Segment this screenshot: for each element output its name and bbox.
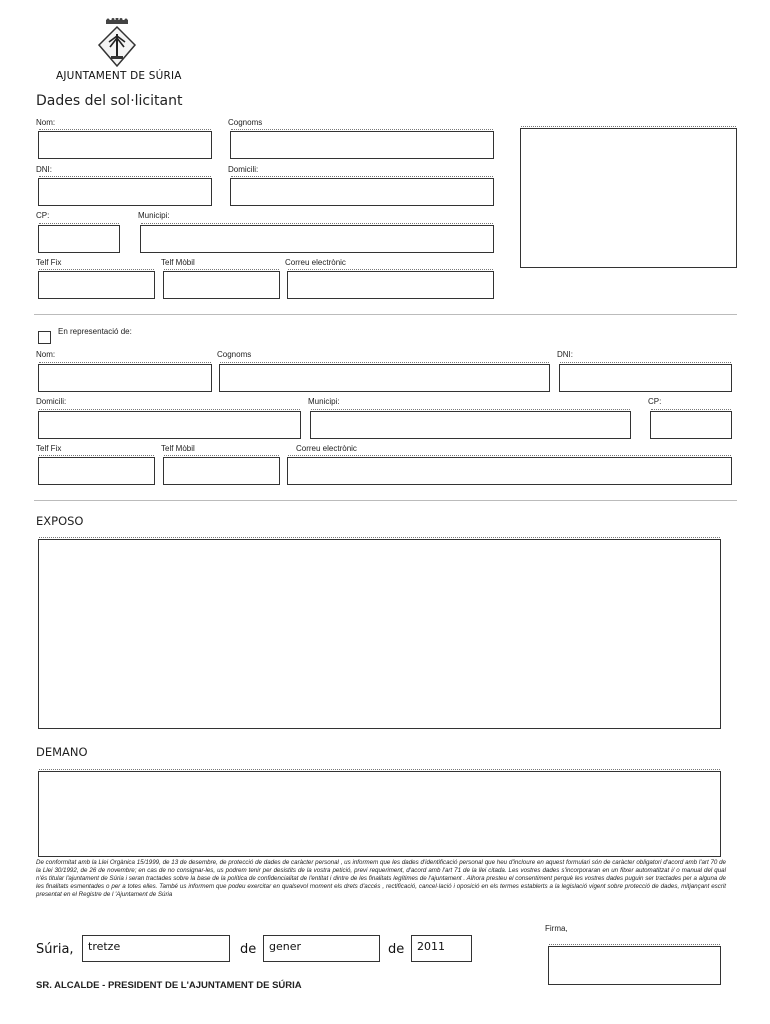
rep-dni-label: DNI: — [557, 350, 573, 359]
rep-cognoms-label: Cognoms — [217, 350, 252, 359]
org-name: AJUNTAMENT DE SÚRIA — [56, 70, 182, 82]
municipi-field[interactable] — [140, 225, 494, 253]
rep-nom-field[interactable] — [38, 364, 212, 392]
rep-correu-label: Correu electrònic — [296, 444, 357, 453]
demano-title: DEMANO — [36, 745, 88, 759]
municipi-label: Municipi: — [138, 211, 170, 220]
divider — [34, 500, 737, 501]
domicili-field[interactable] — [230, 178, 494, 206]
rep-domicili-label: Domicili: — [36, 397, 67, 406]
section-title: Dades del sol·licitant — [36, 93, 183, 109]
cognoms-label: Cognoms — [228, 118, 263, 127]
domicili-label: Domicili: — [228, 165, 259, 174]
photo-box — [520, 128, 737, 268]
divider — [34, 314, 737, 315]
exposo-title: EXPOSO — [36, 514, 84, 528]
date-de-2: de — [388, 942, 405, 957]
nom-label: Nom: — [36, 118, 56, 127]
day-field[interactable]: tretze — [82, 935, 230, 962]
addressee: SR. ALCALDE - PRESIDENT DE L'AJUNTAMENT DE SÚRIA — [36, 980, 302, 991]
telf-fix-label: Telf Fix — [36, 258, 62, 267]
firma-label: Firma, — [545, 924, 568, 933]
correu-label: Correu electrònic — [285, 258, 346, 267]
rep-nom-label: Nom: — [36, 350, 56, 359]
rep-cp-label: CP: — [648, 397, 662, 406]
legal-notice: De conformitat amb la Llei Orgànica 15/1999, de 13 de desembre, de protecció de dades de caràcter personal , us informem que les dades d'identificació personal que heu d'incloure en aquest formulari són de caràcter obligatori d'acord amb l'art 70 de la Llei 30/1992, de 26 de novembre; en cas de no consignar-les, us podrem tenir per desistits de la vostra petició, previ requeriment, d'acord amb l'art 71 de la llei citada. Les vostres dades s'incorporaran en un fitxer automatitzat i/ o manual del qual n'és titular l'ajuntament de Súria i seran tractades sobre la base de la política de confidencialitat de l'entitat i dintre de les finalitats legítimes de l'ajuntament . Alhora presteu el consentiment perquè les vostres dades puguin ser tractades per a alguna de les finalitats esmentades o per a totes elles. També us informem que podeu exercitar en qualsevol moment els drets d'accés , rectificació, cancel·lació i oposició en els termes establerts a la legislació vigent sobre protecció de dades, mitjançant escrit presentat en el Registre de l 'Ajuntament de Súria — [36, 859, 726, 899]
rep-correu-field[interactable] — [287, 457, 732, 485]
telf-fix-field[interactable] — [38, 271, 155, 299]
exposo-textarea[interactable] — [38, 539, 721, 729]
rep-telf-fix-label: Telf Fix — [36, 444, 62, 453]
rep-cognoms-field[interactable] — [219, 364, 550, 392]
cognoms-field[interactable] — [230, 131, 494, 159]
correu-field[interactable] — [287, 271, 494, 299]
rep-municipi-label: Municipi: — [308, 397, 340, 406]
month-field[interactable]: gener — [263, 935, 380, 962]
rep-municipi-field[interactable] — [310, 411, 631, 439]
dni-label: DNI: — [36, 165, 52, 174]
date-de-1: de — [240, 942, 257, 957]
rep-telf-mobil-label: Telf Mòbil — [161, 444, 195, 453]
telf-mobil-field[interactable] — [163, 271, 280, 299]
representation-label: En representació de: — [58, 327, 132, 336]
rep-cp-field[interactable] — [650, 411, 732, 439]
representation-checkbox[interactable] — [38, 331, 51, 344]
rep-telf-mobil-field[interactable] — [163, 457, 280, 485]
demano-textarea[interactable] — [38, 771, 721, 857]
rep-domicili-field[interactable] — [38, 411, 301, 439]
nom-field[interactable] — [38, 131, 212, 159]
cp-field[interactable] — [38, 225, 120, 253]
signature-field[interactable] — [548, 946, 721, 985]
dni-field[interactable] — [38, 178, 212, 206]
rep-telf-fix-field[interactable] — [38, 457, 155, 485]
cp-label: CP: — [36, 211, 50, 220]
year-field[interactable]: 2011 — [411, 935, 472, 962]
coat-of-arms-logo — [96, 18, 138, 68]
rep-dni-field[interactable] — [559, 364, 732, 392]
telf-mobil-label: Telf Mòbil — [161, 258, 195, 267]
date-place: Súria, — [36, 942, 74, 957]
